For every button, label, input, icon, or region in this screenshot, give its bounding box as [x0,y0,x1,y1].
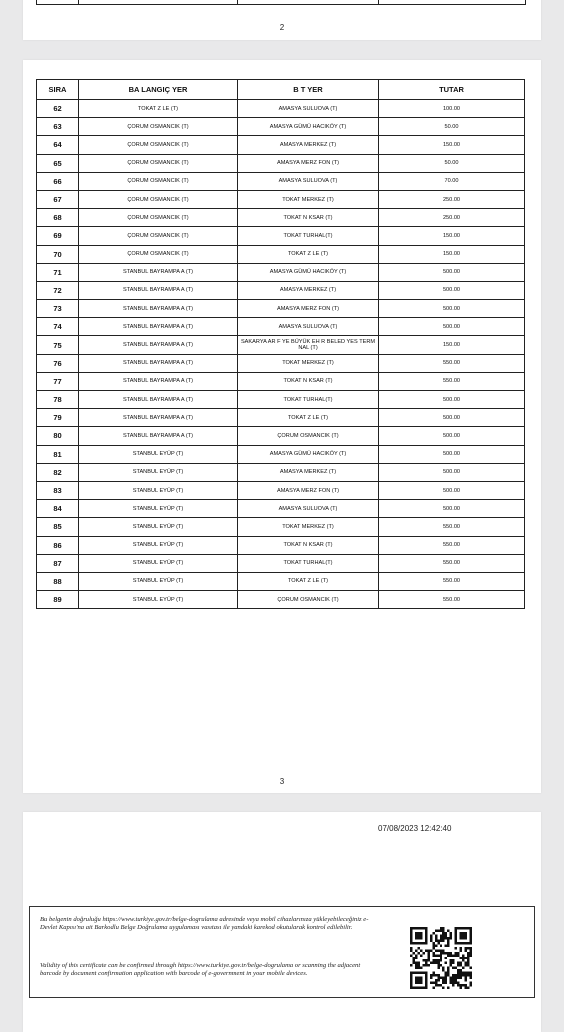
start-place: TOKAT Z LE (T) [79,100,238,118]
row-number: 82 [37,463,79,481]
start-place: STANBUL BAYRAMPA A (T) [79,372,238,390]
amount: 550.00 [379,354,525,372]
amount: 150.00 [379,245,525,263]
row-number: 66 [37,172,79,190]
previous-page [23,0,541,40]
amount: 500.00 [379,481,525,499]
start-place: STANBUL BAYRAMPA A (T) [79,318,238,336]
amount: 150.00 [379,227,525,245]
amount: 250.00 [379,209,525,227]
amount: 550.00 [379,536,525,554]
page-number: 2 [279,23,285,32]
start-place: ÇORUM OSMANCIK (T) [79,209,238,227]
end-place: ÇORUM OSMANCIK (T) [238,427,379,445]
row-number: 78 [37,391,79,409]
row-number: 74 [37,318,79,336]
table-row [37,245,525,263]
row-number: 67 [37,190,79,208]
amount: 250.00 [379,190,525,208]
table-row [37,409,525,427]
row-number: 75 [37,336,79,354]
start-place: STANBUL EYÜP (T) [79,518,238,536]
start-place: STANBUL BAYRAMPA A (T) [79,354,238,372]
start-place: STANBUL BAYRAMPA A (T) [79,263,238,281]
table-row [37,154,525,172]
table-row [37,227,525,245]
final-page [23,812,541,1032]
end-place: AMASYA SULUOVA (T) [238,172,379,190]
table-row [37,481,525,499]
header-sira: SIRA [37,80,79,100]
end-place: AMASYA MERZ FON (T) [238,300,379,318]
start-place: ÇORUM OSMANCIK (T) [79,227,238,245]
end-place: AMASYA MERZ FON (T) [238,481,379,499]
amount: 500.00 [379,409,525,427]
verification-text-en: Validity of this certificate can be confirmed through https://www.turkiye.gov.tr/belge-dogrulama or scanning the adjacent barcode by document confirmation application with barcode of e-government in your mobile devices. [40,962,361,978]
end-place: SAKARYA AR F YE BÜYÜK EH R BELED YES TERM NAL (T) [238,336,379,354]
amount: 550.00 [379,554,525,572]
table-row [37,500,525,518]
table-row [37,445,525,463]
table-row [37,554,525,572]
table-row [37,263,525,281]
amount: 500.00 [379,263,525,281]
start-place: ÇORUM OSMANCIK (T) [79,154,238,172]
table-row [37,391,525,409]
fare-page [23,60,541,793]
amount: 100.00 [379,100,525,118]
end-place: TOKAT Z LE (T) [238,572,379,590]
start-place: ÇORUM OSMANCIK (T) [79,118,238,136]
table-row [37,591,525,609]
end-place: TOKAT TURHAL(T) [238,227,379,245]
table-row [37,318,525,336]
row-number: 64 [37,136,79,154]
start-place: STANBUL EYÜP (T) [79,463,238,481]
amount: 550.00 [379,518,525,536]
table-row [37,372,525,390]
end-place: AMASYA MERZ FON (T) [238,154,379,172]
amount: 550.00 [379,572,525,590]
row-number: 65 [37,154,79,172]
end-place: TOKAT Z LE (T) [238,409,379,427]
verification-box [29,906,535,998]
table-row [37,118,525,136]
amount: 500.00 [379,281,525,299]
amount: 500.00 [379,300,525,318]
table-row [37,463,525,481]
end-place: TOKAT N KSAR (T) [238,372,379,390]
table-row [37,572,525,590]
start-place: STANBUL EYÜP (T) [79,591,238,609]
row-number: 73 [37,300,79,318]
end-place: AMASYA SULUOVA (T) [238,318,379,336]
row-number: 89 [37,591,79,609]
header-start-place: BA LANGIÇ YER [79,80,238,100]
row-number: 76 [37,354,79,372]
end-place: TOKAT Z LE (T) [238,245,379,263]
row-number: 68 [37,209,79,227]
start-place: STANBUL BAYRAMPA A (T) [79,336,238,354]
row-number: 81 [37,445,79,463]
row-number: 88 [37,572,79,590]
row-number: 63 [37,118,79,136]
page-number: 3 [279,777,285,786]
fare-table [36,79,525,609]
table-row [37,536,525,554]
end-place: AMASYA MERKEZ (T) [238,136,379,154]
end-place: TOKAT MERKEZ (T) [238,518,379,536]
row-number: 70 [37,245,79,263]
start-place: ÇORUM OSMANCIK (T) [79,136,238,154]
table-row [37,172,525,190]
end-place: ÇORUM OSMANCIK (T) [238,591,379,609]
amount: 500.00 [379,463,525,481]
row-number: 85 [37,518,79,536]
start-place: STANBUL EYÜP (T) [79,481,238,499]
table-row [37,427,525,445]
end-place: AMASYA GÜMÜ HACIKÖY (T) [238,118,379,136]
end-place: AMASYA GÜMÜ HACIKÖY (T) [238,263,379,281]
end-place: TOKAT TURHAL(T) [238,554,379,572]
end-place: TOKAT N KSAR (T) [238,536,379,554]
start-place: STANBUL BAYRAMPA A (T) [79,427,238,445]
start-place: STANBUL EYÜP (T) [79,572,238,590]
table-row [37,136,525,154]
table-row [37,281,525,299]
previous-table-end [36,0,526,5]
amount: 550.00 [379,372,525,390]
header-amount: TUTAR [379,80,525,100]
table-row [37,190,525,208]
qr-code-icon[interactable] [410,927,472,989]
amount: 150.00 [379,336,525,354]
end-place: AMASYA GÜMÜ HACIKÖY (T) [238,445,379,463]
row-number: 84 [37,500,79,518]
start-place: STANBUL BAYRAMPA A (T) [79,409,238,427]
start-place: ÇORUM OSMANCIK (T) [79,190,238,208]
amount: 500.00 [379,391,525,409]
row-number: 77 [37,372,79,390]
amount: 50.00 [379,118,525,136]
start-place: STANBUL EYÜP (T) [79,536,238,554]
row-number: 69 [37,227,79,245]
start-place: ÇORUM OSMANCIK (T) [79,172,238,190]
table-header-row [37,80,525,100]
amount: 500.00 [379,318,525,336]
header-end-place: B T YER [238,80,379,100]
document-timestamp: 07/08/2023 12:42:40 [378,824,452,833]
amount: 150.00 [379,136,525,154]
end-place: TOKAT MERKEZ (T) [238,354,379,372]
row-number: 86 [37,536,79,554]
end-place: AMASYA MERKEZ (T) [238,463,379,481]
table-row [37,336,525,354]
start-place: ÇORUM OSMANCIK (T) [79,245,238,263]
start-place: STANBUL EYÜP (T) [79,500,238,518]
end-place: TOKAT N KSAR (T) [238,209,379,227]
end-place: AMASYA MERKEZ (T) [238,281,379,299]
table-row [37,100,525,118]
row-number: 71 [37,263,79,281]
table-row [37,300,525,318]
row-number: 72 [37,281,79,299]
amount: 500.00 [379,500,525,518]
amount: 550.00 [379,591,525,609]
end-place: TOKAT TURHAL(T) [238,391,379,409]
amount: 50.00 [379,154,525,172]
row-number: 80 [37,427,79,445]
amount: 500.00 [379,445,525,463]
row-number: 79 [37,409,79,427]
start-place: STANBUL EYÜP (T) [79,445,238,463]
end-place: AMASYA SULUOVA (T) [238,100,379,118]
row-number: 83 [37,481,79,499]
table-row [37,518,525,536]
start-place: STANBUL BAYRAMPA A (T) [79,391,238,409]
row-number: 62 [37,100,79,118]
verification-text-tr: Bu belgenin doğruluğu https://www.turkiye.gov.tr/belge-dogrulama adresinde veya mobil cihazlarınıza yükleyebileceğiniz e-Devlet Kapısı'na ait Barkodlu Belge Doğrulama uygulaması vasıtası ile yandaki karekod okutularak kontrol edilebilir. [40,916,369,932]
end-place: TOKAT MERKEZ (T) [238,190,379,208]
end-place: AMASYA SULUOVA (T) [238,500,379,518]
table-row [37,354,525,372]
start-place: STANBUL BAYRAMPA A (T) [79,300,238,318]
row-number: 87 [37,554,79,572]
amount: 70.00 [379,172,525,190]
amount: 500.00 [379,427,525,445]
start-place: STANBUL BAYRAMPA A (T) [79,281,238,299]
start-place: STANBUL EYÜP (T) [79,554,238,572]
table-row [37,209,525,227]
